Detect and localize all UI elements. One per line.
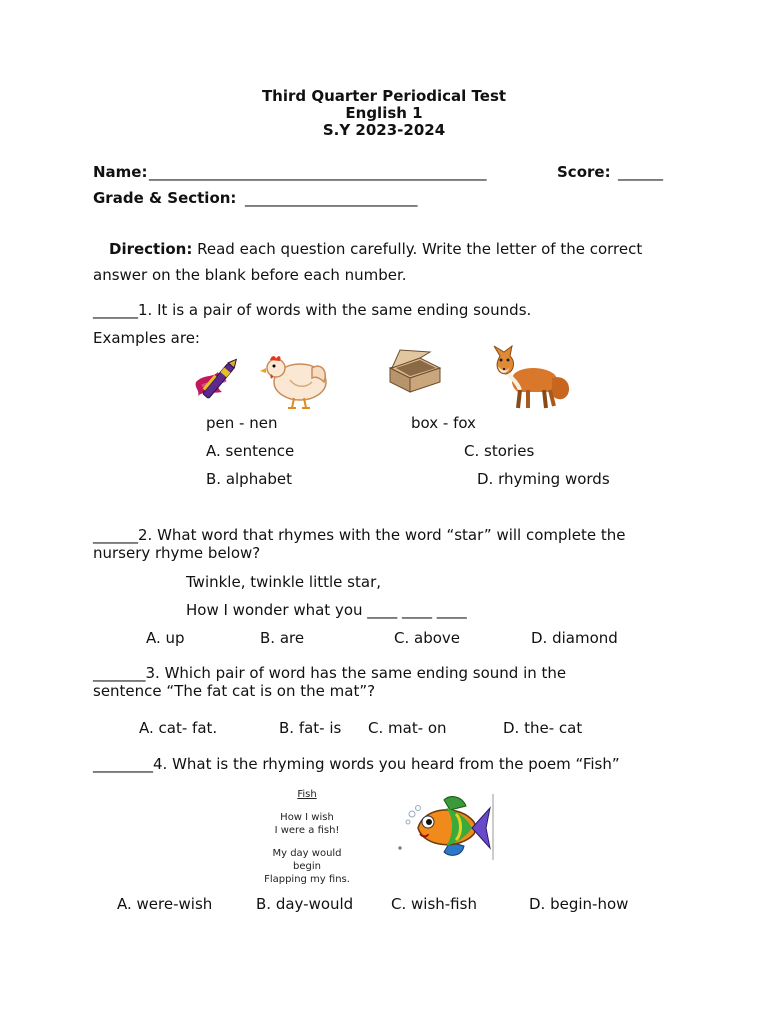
q1-option-b: B. alphabet xyxy=(206,470,293,488)
hen-icon xyxy=(260,352,332,410)
q2-option-a: A. up xyxy=(146,629,185,647)
q1-option-c: C. stories xyxy=(464,442,535,460)
name-label: Name: xyxy=(93,163,148,181)
q3-option-a: A. cat- fat. xyxy=(139,719,218,737)
question-2-stem-line-1: ______2. What word that rhymes with the word “star” will complete the xyxy=(93,526,626,544)
grade-section-label: Grade & Section: xyxy=(93,189,237,207)
school-year: S.Y 2023-2024 xyxy=(322,121,446,139)
fish-poem-line-3: My day would begin xyxy=(272,848,342,872)
nursery-rhyme-line-1: Twinkle, twinkle little star, xyxy=(186,573,381,591)
q2-option-c: C. above xyxy=(394,629,461,647)
direction-label: Direction: xyxy=(109,240,193,258)
fish-poem xyxy=(258,788,356,888)
q2-option-d: D. diamond xyxy=(531,629,618,647)
example-pair-box-fox: box - fox xyxy=(411,414,476,432)
fish-poem-line-2: I were a fish! xyxy=(274,825,340,836)
fish-poem-line-4: Flapping my fins. xyxy=(264,874,350,885)
test-subject: English 1 xyxy=(345,104,423,122)
pen-icon xyxy=(192,352,246,408)
q4-option-b: B. day-would xyxy=(256,895,354,913)
question-4-stem: ________4. What is the rhyming words you heard from the poem “Fish” xyxy=(93,755,620,773)
fox-icon xyxy=(488,344,574,410)
q4-option-c: C. wish-fish xyxy=(391,895,477,913)
q1-option-a: A. sentence xyxy=(206,442,295,460)
q2-option-b: B. are xyxy=(260,629,305,647)
direction-text-2: answer on the blank before each number. xyxy=(93,266,407,284)
q4-option-d: D. begin-how xyxy=(529,895,629,913)
q3-option-c: C. mat- on xyxy=(368,719,447,737)
grade-section-blank: _______________________ xyxy=(245,189,418,207)
q3-option-d: D. the- cat xyxy=(503,719,583,737)
q1-option-d: D. rhyming words xyxy=(477,470,610,488)
score-blank: ______ xyxy=(618,163,663,181)
q4-option-a: A. were-wish xyxy=(117,895,213,913)
question-3-stem-line-2: sentence “The fat cat is on the mat”? xyxy=(93,682,376,700)
box-icon xyxy=(386,348,444,394)
example-pair-pen-hen: pen - nen xyxy=(206,414,278,432)
examples-label: Examples are: xyxy=(93,329,200,347)
test-title: Third Quarter Periodical Test xyxy=(261,87,507,105)
direction-line-1 xyxy=(109,240,642,258)
question-1-stem: ______1. It is a pair of words with the same ending sounds. xyxy=(93,301,532,319)
fish-icon xyxy=(394,792,498,862)
nursery-rhyme-line-2: How I wonder what you ____ ____ ____ xyxy=(186,601,467,619)
score-label: Score: xyxy=(557,163,611,181)
fish-poem-title: Fish xyxy=(297,789,317,800)
question-3-stem-line-1: _______3. Which pair of word has the same ending sound in the xyxy=(93,664,567,682)
direction-text-1: Read each question carefully. Write the letter of the correct xyxy=(197,240,643,258)
name-blank: _____________________________________________ xyxy=(149,163,487,181)
question-2-stem-line-2: nursery rhyme below? xyxy=(93,544,261,562)
q3-option-b: B. fat- is xyxy=(279,719,342,737)
fish-poem-line-1: How I wish xyxy=(280,812,334,823)
